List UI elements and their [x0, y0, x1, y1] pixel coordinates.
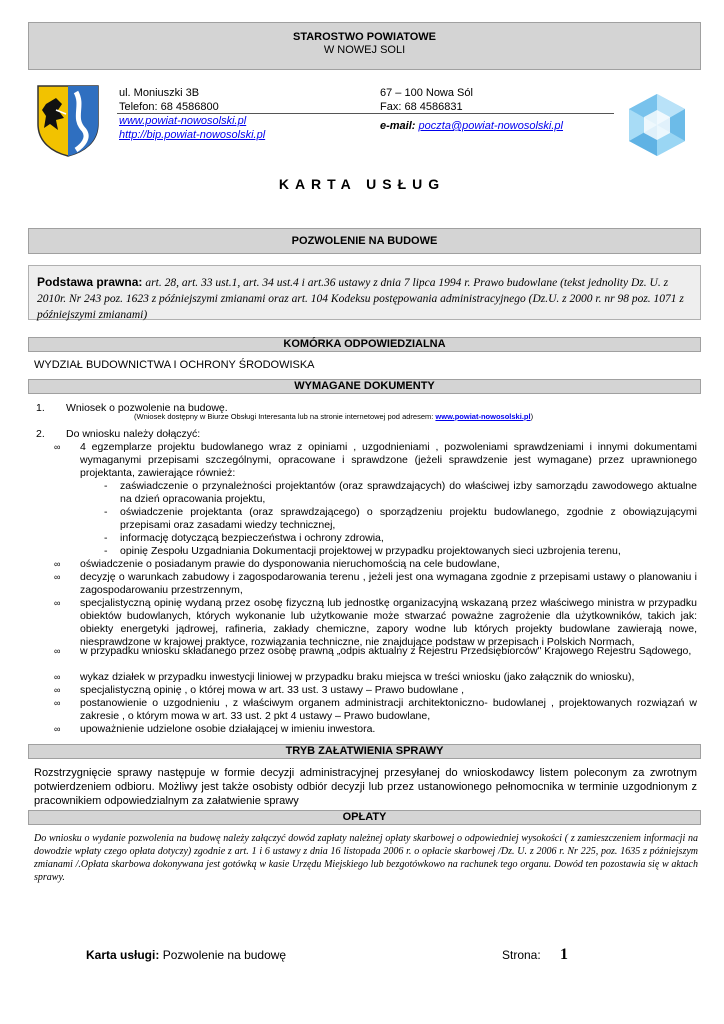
item-number-2: 2.: [36, 428, 45, 440]
hexagon-logo-icon: [626, 92, 688, 158]
list-item: upoważnienie udzielone osobie działającej w imieniu inwestora.: [80, 723, 376, 735]
item-number-1: 1.: [36, 402, 45, 414]
bullet-icon: ∞: [54, 572, 61, 582]
dash-icon: -: [104, 545, 108, 557]
legal-basis-box: [28, 265, 701, 320]
footer-value: Pozwolenie na budowę: [162, 948, 287, 962]
page-label: Strona:: [502, 948, 541, 962]
list-item: decyzję o warunkach zabudowy i zagospodarowania terenu , jeżeli jest ona wymagana zgodnie z przepisami ustawy o planowaniu i zagospodarowaniu przestrzennym,: [80, 571, 697, 596]
dash-icon: -: [104, 506, 108, 518]
bullet-icon: ∞: [54, 685, 61, 695]
bip-link[interactable]: http://bip.powiat-nowosolski.pl: [119, 129, 266, 141]
form-availability-note: (Wniosek dostępny w Biurze Obsługi Interesanta lub na stronie internetowej pod adresem: www.powiat-nowosolski.pl): [134, 412, 534, 421]
bullet-icon: ∞: [54, 698, 61, 708]
office-title: STAROSTWO POWIATOWE: [293, 31, 436, 43]
item-2-text: Do wniosku należy dołączyć:: [66, 428, 201, 440]
list-item: specjalistyczną opinię wydaną przez osobę fizyczną lub jednostkę organizacyjną wskazaną przez właściwego ministra w przypadku obiektów budowlanych, których wykonanie lub użytkowanie może stwarzać poważne zagrożenie dla użytkowników, takich jak: obiekty energetyki jądrowej, rafineria, zakłady chemiczne, zapory wodne lub których projekty budowlane zawierają nowe, niesprawdzone w krajowej praktyce, rozwiązania techniczne, nie znajdujące podstaw w przepisach i Polskich Normach,: [80, 597, 697, 648]
procedure-heading: TRYB ZAŁATWIENIA SPRAWY: [28, 744, 701, 759]
office-subtitle: W NOWEJ SOLI: [323, 44, 406, 56]
list-item: postanowienie o uzgodnieniu , z właściwym organem administracji architektoniczno- budowlanej , projektowanych rozwiązań w zakresie , o którym mowa w art. 33 ust. 2 pkt 4 ustawy – Prawo budowlane,: [80, 697, 697, 722]
bullet-icon: ∞: [54, 724, 61, 734]
email-link[interactable]: poczta@powiat-nowosolski.pl: [418, 120, 563, 132]
list-item: zaświadczenie o przynależności projektantów (oraz sprawdzających) do właściwej izby samorządu zawodowego aktualne na dzień opracowania projektu,: [120, 480, 697, 505]
contact-right: 67 – 100 Nowa Sól Fax: 68 4586831 e-mail: poczta@powiat-nowosolski.pl: [380, 86, 620, 133]
documents-heading: WYMAGANE DOKUMENTY: [28, 379, 701, 394]
unit-heading: KOMÓRKA ODPOWIEDZIALNA: [28, 337, 701, 352]
bullet-icon: ∞: [54, 598, 61, 608]
fees-text: Do wniosku o wydanie pozwolenia na budowę należy załączyć dowód zapłaty należnej opłaty skarbowej o odpowiedniej wysokości ( z zamieszczeniem informacji na dowodzie wpłaty czego opłata dotyczy) zgodnie z art. 1 i 6 ustawy z dnia 16 listopada 2006 r. o opłacie skarbowej /Dz. U. z 2006 r. Nr 225, poz. 1635 z późniejszym zmianami /.Opłata skarbowa dokonywana jest gotówką w kasie Urzędu Miejskiego lub bezgotówkowo na rachunek tego organu. Dowód ten pozostawia się w aktach sprawy.: [34, 833, 698, 883]
phone-number: Telefon: 68 4586800: [119, 101, 219, 113]
website-link[interactable]: www.powiat-nowosolski.pl: [119, 115, 247, 127]
contact-divider: [117, 113, 614, 114]
footer-label: Karta usługi:: [86, 948, 160, 962]
bullet-icon: ∞: [54, 442, 61, 452]
fees-heading: OPŁATY: [28, 810, 701, 825]
header-band: [28, 22, 701, 70]
item-1-text: Wniosek o pozwolenie na budowę.: [66, 402, 228, 414]
service-title: POZWOLENIE NA BUDOWE: [28, 228, 701, 254]
dash-icon: -: [104, 480, 108, 492]
bullet-icon: ∞: [54, 672, 61, 682]
list-item: oświadczenie o posiadanym prawie do dysponowania nieruchomością na cele budowlane,: [80, 558, 500, 570]
list-item: oświadczenie projektanta (oraz sprawdzającego) o sporządzeniu projektu budowlanego, zgodnie z obowiązującymi przepisami oraz zasadami wiedzy technicznej,: [120, 506, 697, 531]
street-address: ul. Moniuszki 3B: [119, 87, 200, 99]
list-item: specjalistyczną opinię , o której mowa w art. 33 ust. 3 ustawy – Prawo budowlane ,: [80, 684, 465, 696]
list-item: 4 egzemplarze projektu budowlanego wraz z opiniami , uzgodnieniami , pozwoleniami sprawdzeniami i innymi dokumentami wymaganymi przepisami szczególnymi, opracowane i sprawdzone (jeżeli sprawdzenie jest wymagane) przez uprawnionego projektanta, zawierające również:: [80, 441, 697, 479]
list-item: wykaz działek w przypadku inwestycji liniowej w przypadku braku miejsca w treści wniosku (jako załącznik do wniosku),: [80, 671, 635, 683]
procedure-text: Rozstrzygnięcie sprawy następuje w formie decyzji administracyjnej przesyłanej do wnioskodawcy listem poleconym za zwrotnym potwierdzeniem odbioru. Możliwy jest także osobisty odbiór decyzji lub przez ustanowionego pełnomocnika w terminie uzgodnionym z pracownikiem odpowiedzialnym za załatwienie sprawy: [34, 767, 697, 807]
list-item: w przypadku wniosku składanego przez osobę prawną „odpis aktualny z Rejestru Przedsiębiorców" Krajowego Rejestru Sądowego,: [80, 645, 692, 657]
note-website-link[interactable]: www.powiat-nowosolski.pl: [435, 412, 531, 421]
legal-basis-text: art. 28, art. 33 ust.1, art. 34 ust.4 i art.36 ustawy z dnia 7 lipca 1994 r. Prawo budowlane (tekst jednolity Dz. U. z 2010r. Nr 243 poz. 1623 z późniejszymi zmianami oraz art. 104 Kodeksu postępowania administracyjnego (Dz.U. z 2000 r. nr 98 poz. 1071 z późniejszymi zmianami): [37, 277, 684, 321]
bullet-icon: ∞: [54, 646, 61, 656]
legal-basis-label: Podstawa prawna:: [37, 275, 143, 289]
coat-of-arms-icon: [36, 84, 100, 158]
list-item: informację dotyczącą bezpieczeństwa i ochrony zdrowia,: [120, 532, 384, 544]
footer-service: [86, 948, 286, 962]
unit-name: WYDZIAŁ BUDOWNICTWA I OCHRONY ŚRODOWISKA: [34, 359, 315, 371]
page-number: 1: [560, 946, 568, 963]
city-address: 67 – 100 Nowa Sól: [380, 87, 473, 99]
email-label: e-mail: [380, 120, 412, 132]
bullet-icon: ∞: [54, 559, 61, 569]
dash-icon: -: [104, 532, 108, 544]
list-item: opinię Zespołu Uzgadniania Dokumentacji projektowej w przypadku projektowanych sieci uzbrojenia terenu,: [120, 545, 621, 557]
fax-number: Fax: 68 4586831: [380, 101, 463, 113]
contact-left: [119, 86, 359, 142]
document-title: KARTA USŁUG: [278, 176, 446, 192]
